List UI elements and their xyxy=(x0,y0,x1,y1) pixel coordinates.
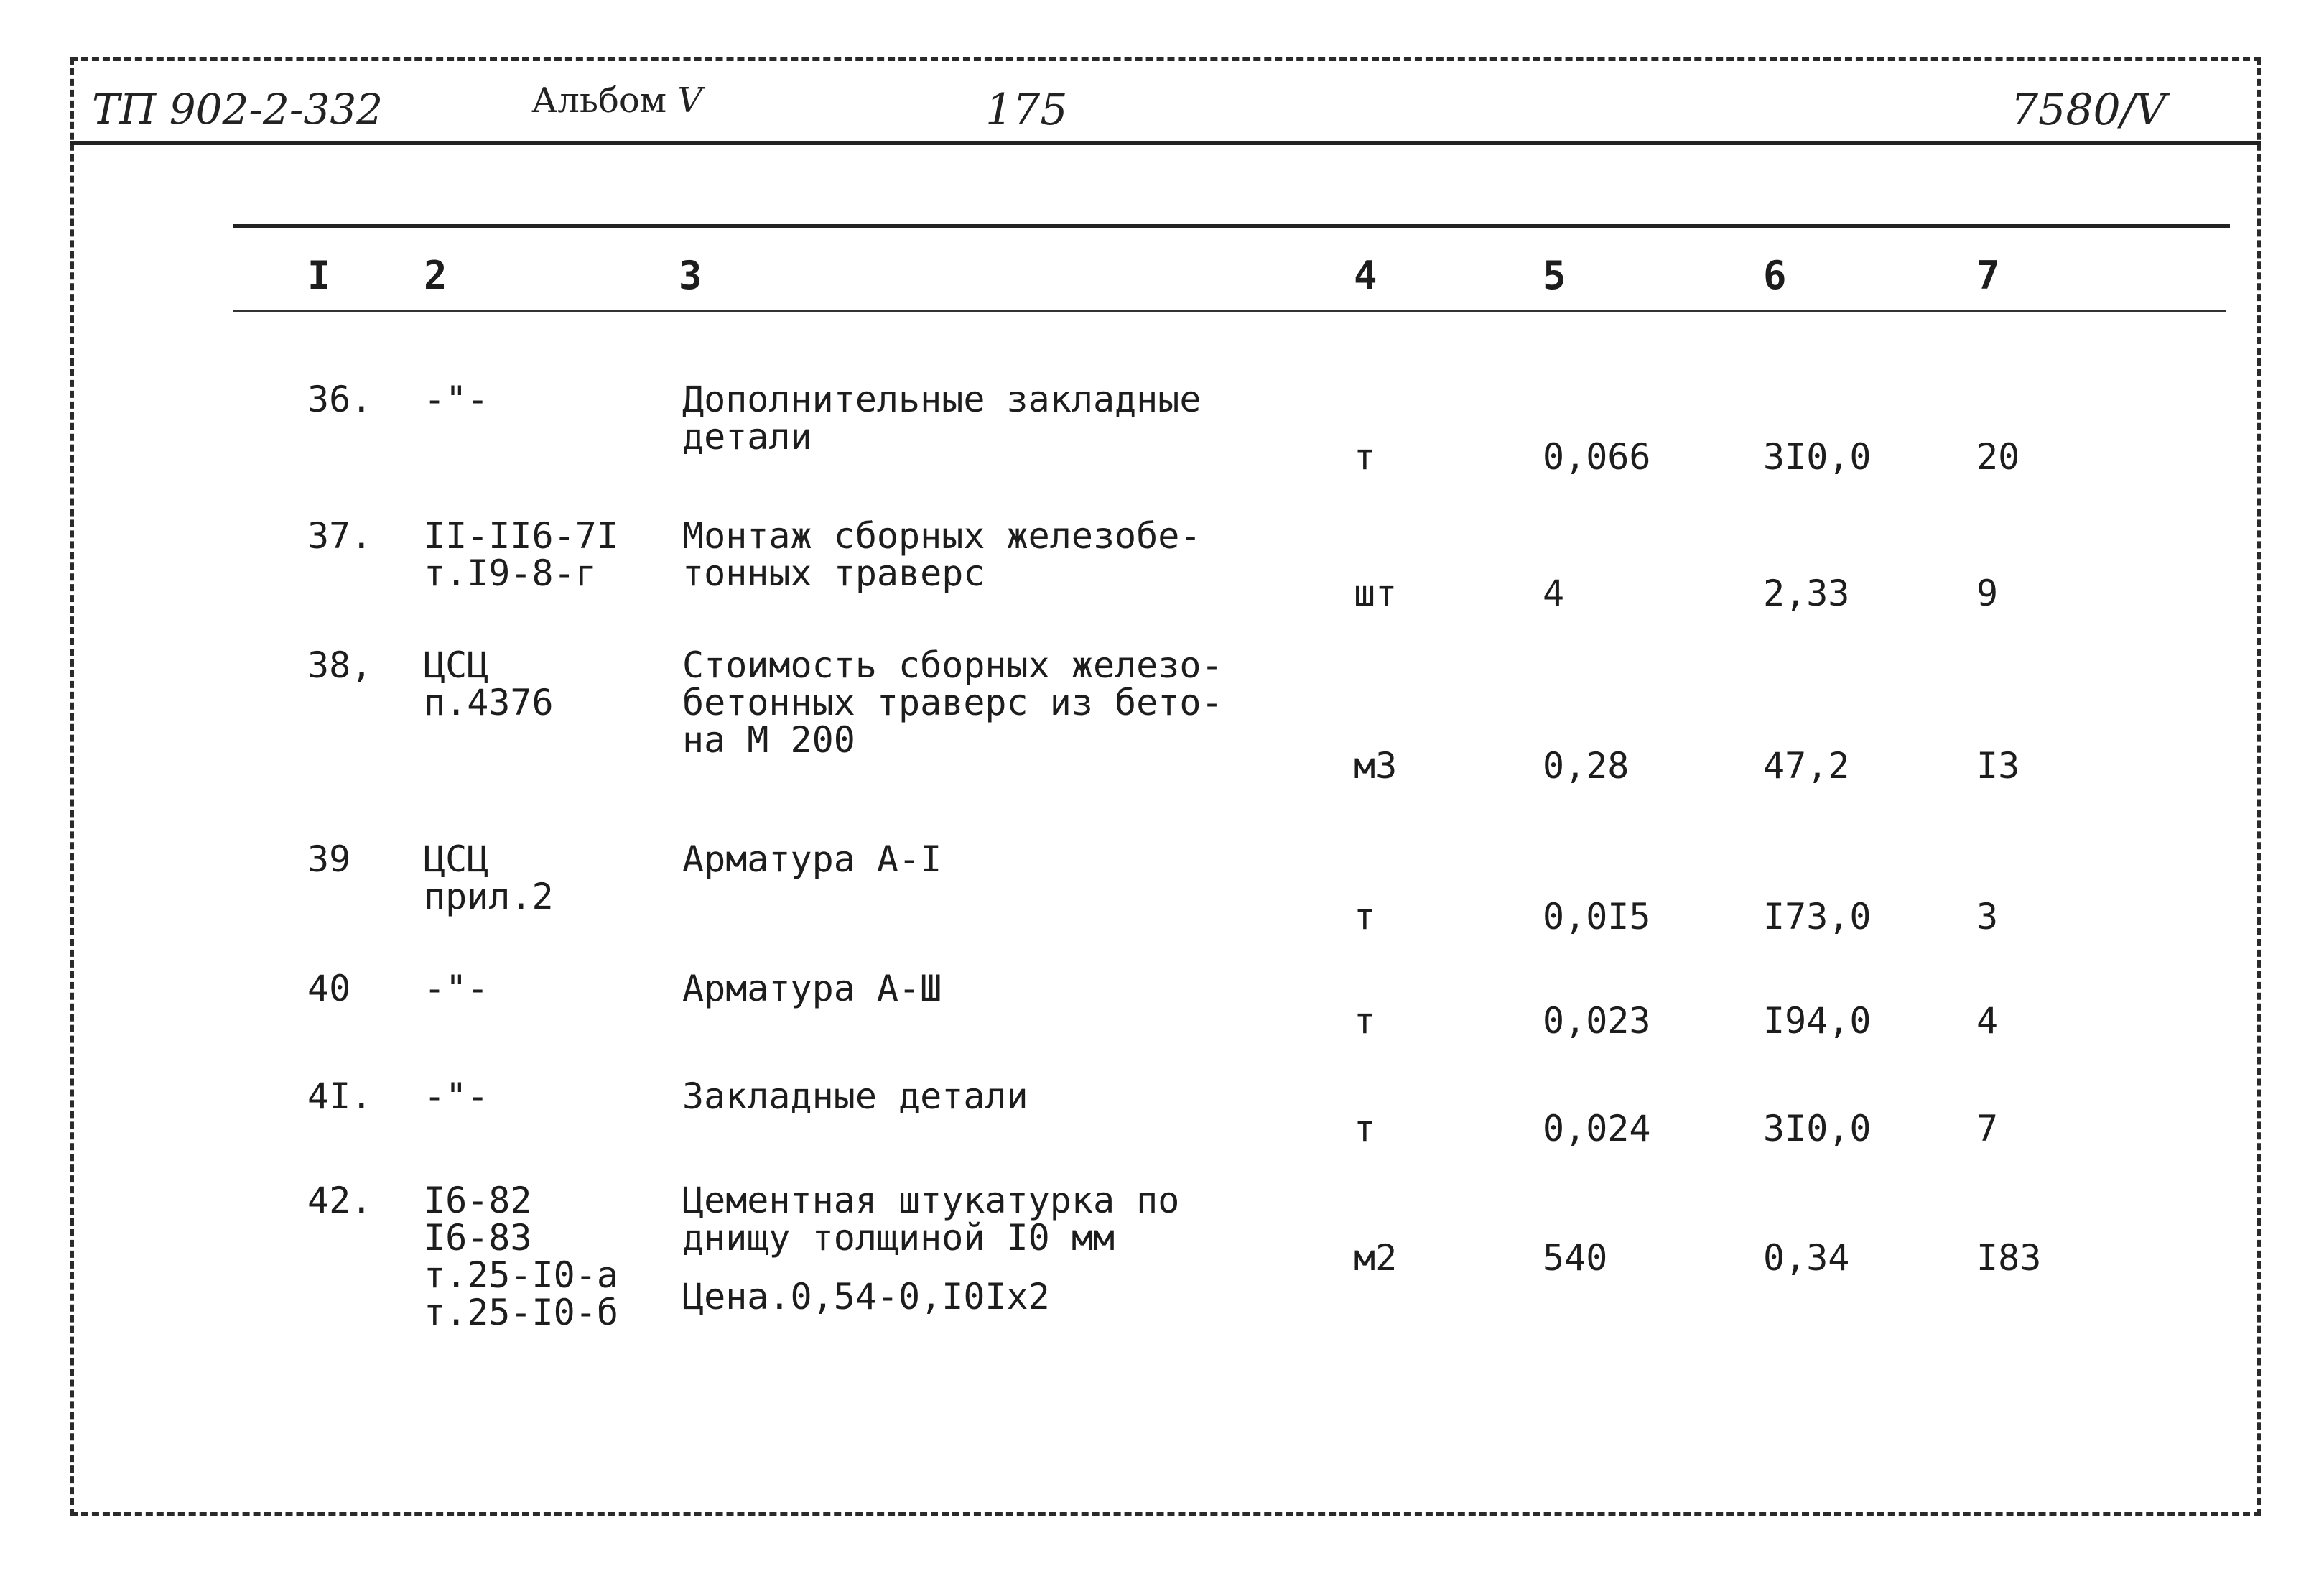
description-line: Арматура А-I xyxy=(682,838,942,880)
row-total: I3 xyxy=(1976,745,2020,787)
row-price: 2,33 xyxy=(1763,573,1850,614)
row-number: 39 xyxy=(307,838,351,880)
header-col-4: 4 xyxy=(1354,253,1377,298)
table-header-rule xyxy=(233,310,2226,312)
row-description xyxy=(682,517,1201,592)
row-total: 4 xyxy=(1976,1000,1999,1042)
row-unit: т xyxy=(1354,1108,1376,1149)
row-unit: т xyxy=(1354,436,1376,478)
row-quantity: 0,066 xyxy=(1543,436,1651,478)
row-reference xyxy=(424,970,488,1007)
header-divider xyxy=(70,141,2261,145)
header-col-3: 3 xyxy=(679,253,702,298)
row-unit: м2 xyxy=(1354,1237,1398,1279)
row-reference xyxy=(424,517,618,592)
row-price: I94,0 xyxy=(1763,1000,1872,1042)
row-quantity: 0,024 xyxy=(1543,1108,1651,1149)
table-top-rule xyxy=(233,224,2230,228)
row-price: 0,34 xyxy=(1763,1237,1850,1279)
row-number: 42. xyxy=(307,1180,373,1221)
row-description xyxy=(682,970,942,1007)
description-line: Стоимость сборных железо- xyxy=(682,644,1223,686)
row-number: 38, xyxy=(307,644,373,686)
row-total: 3 xyxy=(1976,896,1999,937)
row-description xyxy=(682,644,1223,761)
reference-line: I6-83 xyxy=(424,1217,532,1259)
page-number: 175 xyxy=(985,85,1068,135)
row-number: 37. xyxy=(307,515,373,557)
description-line: Цементная штукатурка по xyxy=(682,1180,1180,1221)
row-description xyxy=(682,838,942,880)
reference-line: т.25-I0-а xyxy=(424,1254,618,1296)
row-description xyxy=(682,1075,1028,1117)
reference-line: -"- xyxy=(424,1075,489,1117)
description-line: Дополнительные закладные xyxy=(682,379,1201,420)
row-quantity: 0,28 xyxy=(1543,745,1630,787)
row-quantity: 0,023 xyxy=(1543,1000,1651,1042)
description-line: бетонных траверс из бето- xyxy=(682,682,1223,723)
row-total: I83 xyxy=(1976,1237,2042,1279)
reference-line: т.I9-8-г xyxy=(424,552,597,594)
row-price: 47,2 xyxy=(1763,745,1850,787)
row-reference xyxy=(424,838,554,917)
description-line: днищу толщиной I0 мм xyxy=(682,1217,1115,1259)
row-total: 7 xyxy=(1976,1108,1999,1149)
row-total: 20 xyxy=(1976,436,2020,478)
row-reference xyxy=(424,1182,618,1331)
reference-line: I6-82 xyxy=(424,1180,532,1221)
header-col-6: 6 xyxy=(1763,253,1787,298)
row-price: 3I0,0 xyxy=(1763,1108,1872,1149)
reference-line: прил.2 xyxy=(424,876,554,917)
reference-line: -"- xyxy=(424,379,489,420)
row-quantity: 0,0I5 xyxy=(1543,896,1651,937)
row-price: I73,0 xyxy=(1763,896,1872,937)
description-line: Цена.0,54-0,I0Iх2 xyxy=(682,1276,1050,1318)
project-code: ТП 902-2-332 xyxy=(92,85,384,134)
reference-line: т.25-I0-б xyxy=(424,1292,618,1333)
header-col-1: I xyxy=(307,253,331,298)
row-number: 40 xyxy=(307,968,351,1009)
reference-line: п.4376 xyxy=(424,682,554,723)
reference-line: -"- xyxy=(424,968,489,1009)
row-unit: шт xyxy=(1354,573,1398,614)
description-line xyxy=(682,1256,1179,1278)
reference-line: ЦСЦ xyxy=(424,644,489,686)
reference-line: ЦСЦ xyxy=(424,838,489,880)
row-unit: м3 xyxy=(1354,745,1398,787)
row-price: 3I0,0 xyxy=(1763,436,1872,478)
row-reference xyxy=(424,644,554,723)
row-reference xyxy=(424,381,488,418)
description-line: детали xyxy=(682,416,812,458)
description-line: на М 200 xyxy=(682,719,855,761)
row-number: 36. xyxy=(307,379,373,420)
description-line: тонных траверс xyxy=(682,552,985,594)
document-number: 7580/V xyxy=(2011,85,2167,135)
row-quantity: 4 xyxy=(1543,573,1565,614)
header-col-7: 7 xyxy=(1976,253,2000,298)
row-unit: т xyxy=(1354,896,1376,937)
description-line: Закладные детали xyxy=(682,1075,1028,1117)
row-description xyxy=(682,1180,1180,1318)
row-quantity: 540 xyxy=(1543,1237,1608,1279)
description-line: Монтаж сборных железобе- xyxy=(682,515,1201,557)
reference-line: II-II6-7I xyxy=(424,515,618,557)
header-col-5: 5 xyxy=(1543,253,1566,298)
description-line: Арматура А-Ш xyxy=(682,968,942,1009)
album-label: Альбом V xyxy=(531,80,703,121)
row-number: 4I. xyxy=(307,1075,373,1117)
row-total: 9 xyxy=(1976,573,1999,614)
row-reference xyxy=(424,1075,489,1117)
row-unit: т xyxy=(1354,1000,1376,1042)
header-col-2: 2 xyxy=(424,253,447,298)
row-description xyxy=(682,379,1201,458)
